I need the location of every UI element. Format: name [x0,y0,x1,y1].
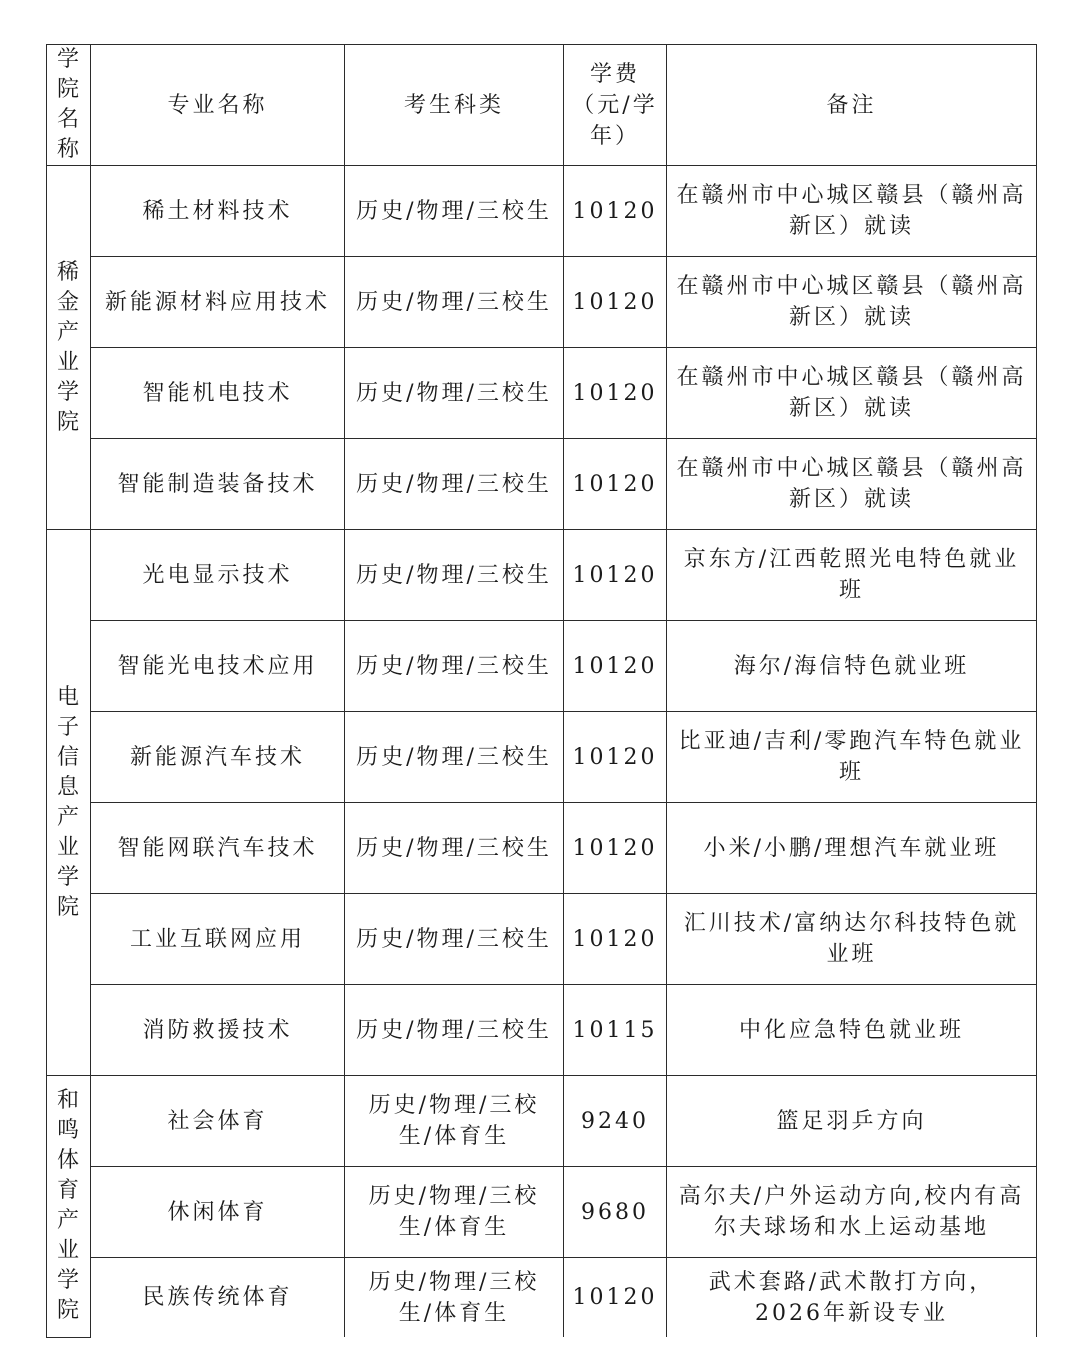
category-cell: 历史/物理/三校生 [345,985,564,1076]
major-cell: 稀土材料技术 [91,166,345,257]
header-fee: 学费（元/学年） [564,45,667,166]
fee-cell: 10120 [564,894,667,985]
remark-cell: 海尔/海信特色就业班 [667,621,1037,712]
header-category: 考生科类 [345,45,564,166]
remark-cell: 高尔夫/户外运动方向,校内有高尔夫球场和水上运动基地 [667,1167,1037,1258]
category-cell: 历史/物理/三校生/体育生 [345,1258,564,1338]
major-cell: 智能网联汽车技术 [91,803,345,894]
table-row [47,257,1037,348]
table-row [47,530,1037,621]
header-college: 学院名称 [47,45,91,166]
category-cell: 历史/物理/三校生/体育生 [345,1167,564,1258]
fee-cell: 10120 [564,530,667,621]
table-row [47,1258,1037,1338]
table-row [47,1167,1037,1258]
major-cell: 民族传统体育 [91,1258,345,1338]
table-header-row [47,45,1037,166]
table-row [47,621,1037,712]
major-cell: 新能源材料应用技术 [91,257,345,348]
category-cell: 历史/物理/三校生 [345,803,564,894]
category-cell: 历史/物理/三校生 [345,894,564,985]
major-cell: 社会体育 [91,1076,345,1167]
table-row [47,712,1037,803]
table-row [47,1076,1037,1167]
major-cell: 光电显示技术 [91,530,345,621]
table-row [47,439,1037,530]
fee-cell: 10120 [564,803,667,894]
table-row [47,985,1037,1076]
header-remark: 备注 [667,45,1037,166]
fee-cell: 10120 [564,1258,667,1338]
remark-cell: 京东方/江西乾照光电特色就业班 [667,530,1037,621]
fee-cell: 10120 [564,621,667,712]
category-cell: 历史/物理/三校生 [345,621,564,712]
remark-cell: 中化应急特色就业班 [667,985,1037,1076]
remark-cell: 在赣州市中心城区赣县（赣州高新区）就读 [667,439,1037,530]
remark-cell: 武术套路/武术散打方向，2026年新设专业 [667,1258,1037,1338]
major-cell: 智能制造装备技术 [91,439,345,530]
major-cell: 智能机电技术 [91,348,345,439]
fee-cell: 10120 [564,257,667,348]
college-cell: 和鸣体育产业学院 [47,1076,91,1338]
header-major: 专业名称 [91,45,345,166]
category-cell: 历史/物理/三校生/体育生 [345,1076,564,1167]
table-row [47,894,1037,985]
remark-cell: 在赣州市中心城区赣县（赣州高新区）就读 [667,348,1037,439]
major-cell: 新能源汽车技术 [91,712,345,803]
major-cell: 工业互联网应用 [91,894,345,985]
fee-cell: 10115 [564,985,667,1076]
college-cell: 稀金产业学院 [47,166,91,530]
remark-cell: 汇川技术/富纳达尔科技特色就业班 [667,894,1037,985]
category-cell: 历史/物理/三校生 [345,530,564,621]
remark-cell: 小米/小鹏/理想汽车就业班 [667,803,1037,894]
table-row [47,348,1037,439]
category-cell: 历史/物理/三校生 [345,439,564,530]
table-row [47,803,1037,894]
remark-cell: 比亚迪/吉利/零跑汽车特色就业班 [667,712,1037,803]
majors-table [46,44,1037,1338]
fee-cell: 10120 [564,166,667,257]
major-cell: 智能光电技术应用 [91,621,345,712]
fee-cell: 10120 [564,712,667,803]
category-cell: 历史/物理/三校生 [345,712,564,803]
major-cell: 休闲体育 [91,1167,345,1258]
college-cell: 电子信息产业学院 [47,530,91,1076]
category-cell: 历史/物理/三校生 [345,166,564,257]
fee-cell: 9240 [564,1076,667,1167]
major-cell: 消防救援技术 [91,985,345,1076]
fee-cell: 10120 [564,439,667,530]
remark-cell: 在赣州市中心城区赣县（赣州高新区）就读 [667,166,1037,257]
fee-cell: 10120 [564,348,667,439]
table-row [47,166,1037,257]
fee-cell: 9680 [564,1167,667,1258]
category-cell: 历史/物理/三校生 [345,348,564,439]
remark-cell: 篮足羽乒方向 [667,1076,1037,1167]
remark-cell: 在赣州市中心城区赣县（赣州高新区）就读 [667,257,1037,348]
category-cell: 历史/物理/三校生 [345,257,564,348]
